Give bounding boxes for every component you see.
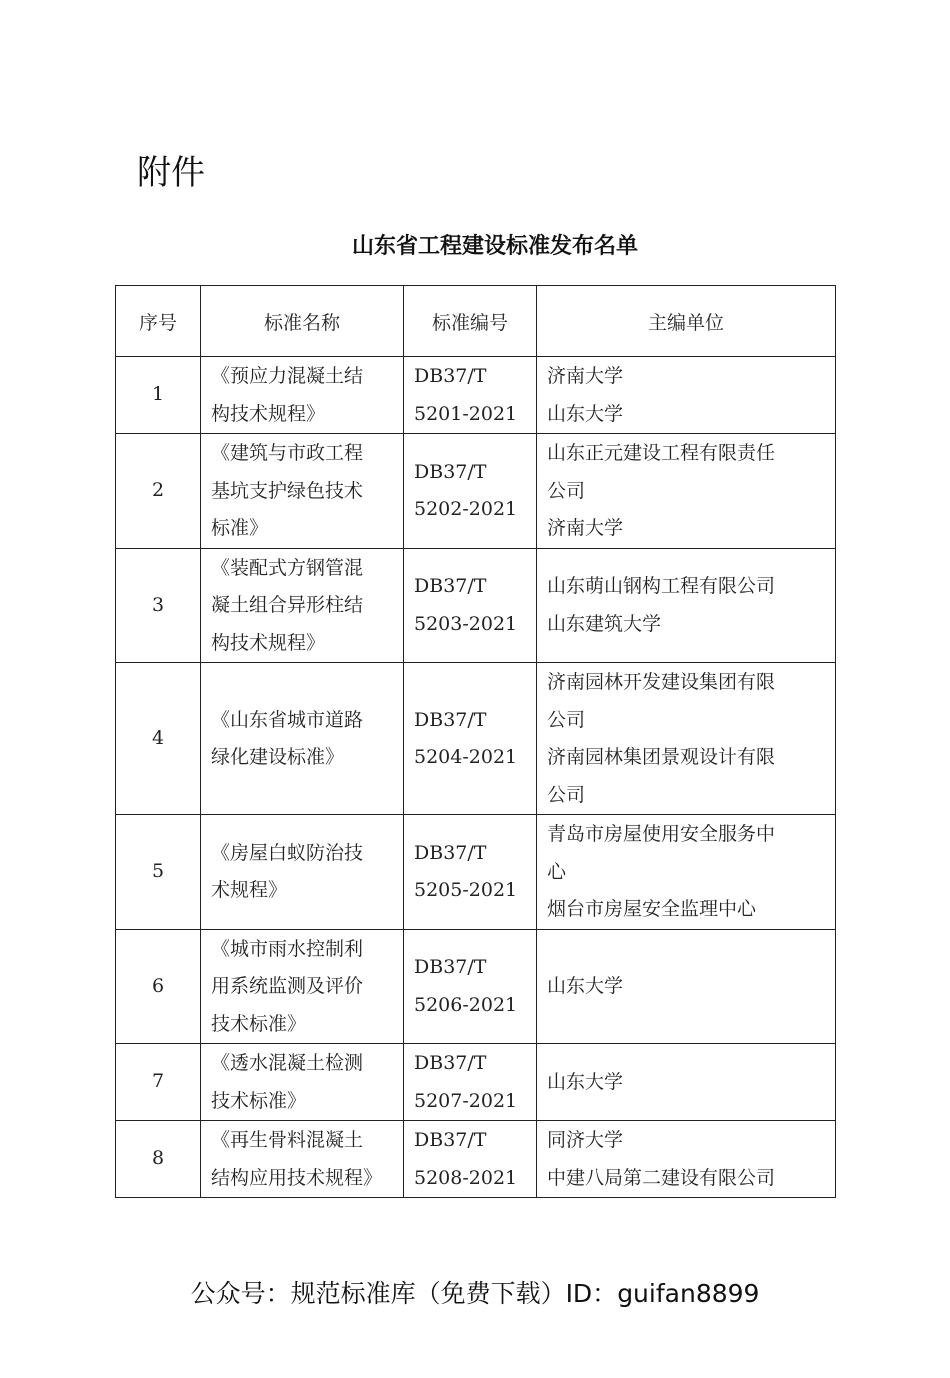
cell-editor-unit-line: 心 [547,860,567,883]
table-row [116,1044,836,1121]
cell-standard-name-line: 结构应用技术规程》 [211,1166,383,1189]
cell-standard-name [201,434,404,549]
cell-standard-name-line: 标准》 [211,517,269,539]
table-row [116,548,836,663]
table-row [116,357,836,434]
cell-standard-code-line: 5207-2021 [414,1089,518,1112]
cell-editor-unit [537,548,836,663]
cell-standard-name [201,357,404,434]
cell-standard-code-line: 5206-2021 [414,993,518,1016]
table-row [116,1121,836,1198]
cell-standard-name-line: 《再生骨料混凝土 [211,1129,364,1151]
cell-standard-code-line: 5202-2021 [414,498,518,521]
cell-editor-unit-line: 烟台市房屋安全监理中心 [547,898,757,920]
header-editor-unit: 主编单位 [537,286,836,357]
cell-editor-unit-line: 山东萌山钢构工程有限公司 [547,575,776,598]
cell-standard-name-line: 《建筑与市政工程 [211,442,364,464]
cell-standard-code [404,434,537,549]
cell-standard-name-line: 《透水混凝土检测 [211,1052,364,1074]
cell-standard-name-line: 基坑支护绿色技术 [211,479,364,502]
cell-standard-code-line: DB37/T [414,708,487,731]
cell-standard-name-line: 术规程》 [211,879,288,902]
cell-standard-name [201,1121,404,1198]
cell-standard-name-line: 《山东省城市道路 [211,708,364,731]
cell-serial-number: 3 [116,548,201,663]
cell-serial-number: 8 [116,1121,201,1198]
cell-standard-name [201,663,404,815]
cell-standard-code [404,548,537,663]
cell-editor-unit [537,357,836,434]
header-standard-code: 标准编号 [404,286,537,357]
cell-editor-unit-line: 济南大学 [547,365,624,387]
cell-standard-code-line: DB37/T [414,460,487,483]
cell-editor-unit-line: 中建八局第二建设有限公司 [547,1166,776,1189]
table-row [116,929,836,1044]
cell-standard-code [404,929,537,1044]
cell-standard-code-line: DB37/T [414,575,487,598]
cell-serial-number: 6 [116,929,201,1044]
cell-standard-code-line: 5201-2021 [414,402,518,425]
document-title: 山东省工程建设标准发布名单 [351,234,638,259]
cell-standard-code-line: DB37/T [414,1052,487,1074]
cell-editor-unit [537,434,836,549]
cell-standard-name-line: 技术标准》 [211,1012,307,1035]
cell-editor-unit [537,929,836,1044]
cell-standard-name-line: 《城市雨水控制利 [211,937,364,960]
cell-standard-code [404,357,537,434]
cell-editor-unit-line: 山东大学 [547,402,624,425]
cell-serial-number: 2 [116,434,201,549]
cell-standard-name [201,929,404,1044]
cell-editor-unit-line: 山东正元建设工程有限责任 [547,442,776,464]
cell-editor-unit-line: 济南园林集团景观设计有限 [547,746,776,768]
header-standard-name: 标准名称 [201,286,404,357]
cell-standard-name-line: 构技术规程》 [211,402,326,425]
cell-standard-code [404,663,537,815]
cell-standard-code [404,1044,537,1121]
cell-standard-code [404,815,537,930]
cell-standard-name-line: 用系统监测及评价 [211,975,364,997]
cell-editor-unit-line: 青岛市房屋使用安全服务中 [547,823,776,845]
cell-standard-name-line: 绿化建设标准》 [211,746,345,768]
cell-standard-name-line: 凝土组合异形柱结 [211,594,364,616]
cell-editor-unit-line: 公司 [547,708,586,731]
cell-standard-name-line: 技术标准》 [211,1089,307,1112]
cell-standard-code-line: DB37/T [414,956,487,979]
cell-standard-name [201,815,404,930]
table-row [116,434,836,549]
cell-standard-code-line: DB37/T [414,841,487,864]
cell-editor-unit-line: 公司 [547,479,586,502]
cell-standard-code-line: DB37/T [414,1129,487,1151]
cell-editor-unit-line: 山东大学 [547,975,624,997]
cell-standard-name-line: 《预应力混凝土结 [211,365,364,387]
table-row [116,663,836,815]
cell-editor-unit-line: 同济大学 [547,1129,624,1151]
cell-standard-name [201,548,404,663]
cell-editor-unit [537,815,836,930]
cell-editor-unit-line: 山东建筑大学 [547,612,662,635]
footer-watermark-text: 公众号：规范标准库（免费下载）ID：guifan8899 [190,1279,760,1308]
cell-editor-unit [537,1121,836,1198]
cell-serial-number: 4 [116,663,201,815]
cell-editor-unit [537,1044,836,1121]
cell-editor-unit-line: 山东大学 [547,1070,624,1093]
cell-editor-unit-line: 济南园林开发建设集团有限 [547,671,776,693]
cell-serial-number: 7 [116,1044,201,1121]
cell-standard-name-line: 《装配式方钢管混 [211,556,364,579]
cell-editor-unit-line: 济南大学 [547,517,624,539]
cell-standard-name-line: 构技术规程》 [211,631,326,654]
cell-standard-code-line: 5208-2021 [414,1166,518,1189]
cell-standard-code-line: 5203-2021 [414,612,518,635]
table-row [116,815,836,930]
cell-serial-number: 5 [116,815,201,930]
cell-standard-name [201,1044,404,1121]
cell-standard-name-line: 《房屋白蚁防治技 [211,841,364,864]
cell-editor-unit-line: 公司 [547,783,586,806]
cell-standard-code [404,1121,537,1198]
cell-standard-code-line: 5205-2021 [414,879,518,902]
cell-editor-unit [537,663,836,815]
header-serial-number: 序号 [116,286,201,357]
cell-standard-code-line: DB37/T [414,365,487,387]
cell-standard-code-line: 5204-2021 [414,746,518,768]
standards-table [115,285,836,1198]
table-header-row [116,286,836,357]
attachment-label: 附件 [137,153,205,193]
cell-serial-number: 1 [116,357,201,434]
